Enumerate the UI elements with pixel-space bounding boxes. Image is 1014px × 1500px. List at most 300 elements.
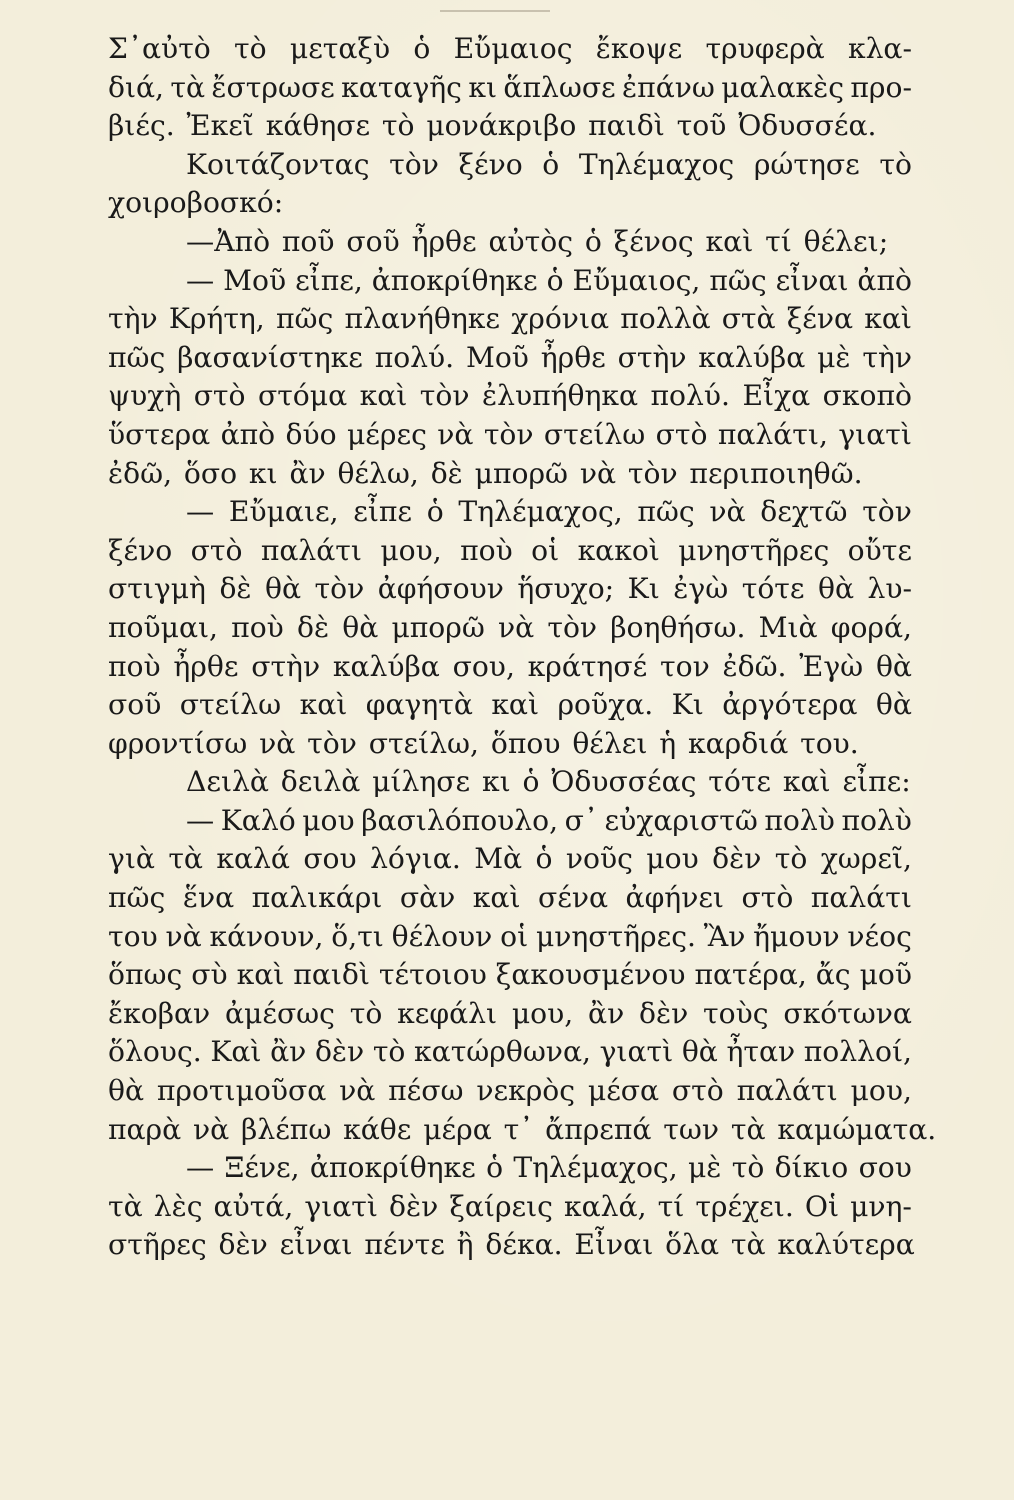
- text-line: [108, 1226, 915, 1265]
- word: ὁ: [426, 495, 444, 529]
- word: πολύ.: [374, 340, 455, 374]
- word: ὅλα: [665, 1228, 719, 1262]
- word: πολὺ: [764, 803, 835, 837]
- word: κι: [468, 70, 498, 104]
- word: παρὰ: [108, 1112, 182, 1146]
- word: αὐτὸς: [488, 224, 573, 258]
- text-line: [108, 763, 912, 802]
- text-line: [108, 146, 912, 185]
- word: τὰ: [730, 1112, 766, 1146]
- word: τί: [765, 224, 792, 258]
- word: Ἐκεῖ: [186, 109, 254, 143]
- word: διά,: [108, 70, 165, 104]
- word: κακοὶ: [577, 533, 660, 567]
- word: Εὔμαιε,: [228, 495, 339, 529]
- text-line: [108, 339, 912, 378]
- word: σου: [303, 842, 357, 876]
- word: θέλουν: [391, 919, 493, 953]
- word: τὸ: [372, 1035, 406, 1069]
- word: κι: [481, 765, 511, 799]
- word: σκότωνα: [783, 996, 912, 1030]
- word: Ἐγὼ: [799, 649, 864, 683]
- word: θὰ: [875, 649, 912, 683]
- word: στὸ: [671, 1074, 724, 1108]
- word: ἐγὼ: [673, 572, 729, 606]
- word: μονάκριβο: [426, 109, 577, 143]
- word: δὲν: [712, 842, 762, 876]
- word: κατώρθωνα,: [414, 1035, 591, 1069]
- text-line: [108, 416, 912, 455]
- word: σένα: [538, 881, 609, 915]
- word: καὶ: [782, 765, 831, 799]
- word: μέρες: [346, 417, 427, 451]
- word: παλάτι,: [717, 417, 828, 451]
- word: παλάτι: [736, 1074, 838, 1108]
- word: τὴν: [862, 340, 912, 374]
- word: —: [186, 495, 215, 529]
- word: καὶ: [359, 379, 408, 413]
- word: τὸ: [234, 32, 267, 65]
- word: τὸν: [547, 610, 598, 644]
- word: εἶπε: [353, 495, 413, 529]
- text-line: [108, 609, 912, 648]
- word: καὶ: [299, 688, 348, 722]
- word: παιδὶ: [588, 109, 665, 143]
- word: τοῦ: [676, 109, 727, 143]
- word: ἀπὸ: [220, 417, 276, 451]
- word: ἀργότερα: [722, 688, 858, 722]
- text-line: [108, 1072, 912, 1111]
- word: οἱ: [531, 533, 560, 567]
- word: δὲ: [430, 456, 463, 490]
- word: πολλὰ: [620, 302, 711, 336]
- word: σοῦ: [108, 688, 162, 722]
- word: ἔστρωσε: [211, 70, 335, 104]
- word: βλέπω: [241, 1112, 332, 1146]
- word: παλάτι: [260, 533, 362, 567]
- word: χρόνια: [511, 302, 610, 336]
- word: στείλω: [543, 417, 646, 451]
- word: εἶναι: [775, 263, 849, 297]
- word: τέτοιου: [378, 958, 487, 992]
- word: Εὔμαιος,: [572, 263, 701, 297]
- word: καὶ: [472, 881, 521, 915]
- word: καλά,: [564, 1189, 647, 1223]
- word: —: [186, 803, 215, 837]
- word: εἶναι: [279, 1228, 353, 1262]
- text-line: [108, 648, 912, 687]
- word: ἀποκρίθηκε: [309, 1151, 476, 1185]
- word: οἱ: [500, 919, 529, 953]
- text-line: [108, 184, 912, 223]
- word: πῶς: [108, 340, 166, 374]
- word: λόγια.: [370, 842, 461, 876]
- word: Κι: [627, 572, 660, 606]
- word: σκοπὸ: [822, 379, 912, 413]
- word: —Ἀπὸ: [186, 224, 271, 258]
- word: Μὰ: [474, 842, 523, 876]
- word: Μοῦ: [223, 263, 287, 297]
- word: μου,: [380, 533, 442, 567]
- word: στὸ: [193, 379, 246, 413]
- word: κλα-: [847, 32, 912, 65]
- word: γιατὶ: [599, 1035, 674, 1069]
- word: ἦταν: [726, 1035, 796, 1069]
- word: μνη-: [850, 1189, 912, 1223]
- word: καμώματα.: [777, 1112, 937, 1146]
- text-line: [108, 532, 912, 571]
- word: ποῦ: [281, 224, 335, 258]
- word: στιγμὴ: [108, 572, 206, 606]
- word: εὐχαριστῶ: [604, 803, 758, 837]
- word: τὰ: [168, 842, 203, 876]
- word: ἅπλωσε: [503, 70, 616, 104]
- word: κάθησε: [265, 109, 371, 143]
- word: ὁ: [522, 765, 540, 799]
- text-line: [108, 725, 912, 764]
- word: θέλει;: [803, 224, 889, 258]
- word: γιατὶ: [838, 417, 912, 451]
- word: ὅπως: [108, 958, 183, 992]
- word: πλανήθηκε: [344, 302, 500, 336]
- word: μνηστῆρες.: [535, 919, 696, 953]
- word: ξένα: [786, 302, 854, 336]
- text-line: [108, 262, 912, 301]
- word: καλά: [216, 842, 290, 876]
- word: νέος: [847, 919, 912, 953]
- word: Ὀδυσσέα.: [738, 109, 877, 143]
- word: πῶς: [108, 881, 166, 915]
- word: δὲ: [296, 610, 330, 644]
- word: του.: [800, 726, 859, 760]
- word: εἶπε,: [295, 263, 363, 297]
- word: Καλό: [220, 803, 296, 837]
- word: ἂν: [270, 1035, 307, 1069]
- word: ὁ: [584, 224, 602, 258]
- word: δὲν: [314, 1035, 365, 1069]
- word: σὰν: [399, 881, 456, 915]
- word: νοῦς: [565, 842, 633, 876]
- word: θὰ: [342, 610, 379, 644]
- word: Κρήτη,: [168, 302, 265, 336]
- word: τὸ: [774, 842, 808, 876]
- word: στὸ: [655, 417, 708, 451]
- word: ἀπὸ: [857, 263, 912, 297]
- word: Κι: [671, 688, 704, 722]
- word: στείλω: [179, 688, 282, 722]
- word: καὶ: [491, 688, 540, 722]
- word: προ-: [850, 70, 912, 104]
- word: κεφάλι: [397, 996, 498, 1030]
- word: μου: [646, 842, 699, 876]
- page-top-edge: [440, 0, 550, 12]
- word: νεκρὸς: [476, 1074, 576, 1108]
- word: Τηλέμαχος,: [458, 495, 623, 529]
- word: σου,: [452, 649, 515, 683]
- word: τὸν: [419, 379, 470, 413]
- word: πῶς: [275, 302, 334, 336]
- word: σὺ: [191, 958, 228, 992]
- word: στόμα: [257, 379, 348, 413]
- word: ροῦχα.: [557, 688, 654, 722]
- word: τότε: [708, 765, 772, 799]
- word: Ξένε,: [224, 1151, 300, 1185]
- word: ψυχὴ: [108, 379, 182, 413]
- word: σ᾽: [564, 803, 598, 837]
- word: πατέρα,: [694, 958, 807, 992]
- word: των: [663, 1112, 720, 1146]
- word: ἀφήνει: [625, 881, 724, 915]
- word: τὴν: [108, 302, 158, 336]
- word: Τηλέμαχος: [578, 147, 735, 181]
- text-line: [108, 570, 912, 609]
- text-line: [108, 223, 912, 262]
- word: τότε: [741, 572, 805, 606]
- word: τὸ: [879, 147, 912, 181]
- word: στείλω,: [368, 726, 480, 760]
- text-line: [108, 377, 912, 416]
- word: μου,: [850, 1074, 912, 1108]
- text-line: [108, 69, 912, 108]
- text-line: [108, 995, 912, 1034]
- word: ποὺ: [231, 610, 284, 644]
- word: νὰ: [193, 1112, 230, 1146]
- word: Καὶ: [210, 1035, 262, 1069]
- word: μίλησε: [372, 765, 471, 799]
- word: καλύβα: [698, 340, 806, 374]
- word: ἐδῶ.: [722, 649, 787, 683]
- text-line: [108, 879, 912, 918]
- text-line: [108, 107, 912, 146]
- word: λυ-: [867, 572, 912, 606]
- word: δεχτῶ: [760, 495, 848, 529]
- word: παιδὶ: [293, 958, 370, 992]
- word: πέντε: [364, 1228, 445, 1262]
- text-line: [108, 1149, 912, 1188]
- word: ἐδῶ,: [108, 456, 173, 490]
- word: τὸν: [389, 147, 439, 181]
- body-text: [108, 30, 937, 1265]
- word: παλικάρι: [251, 881, 383, 915]
- word: τὸν: [314, 572, 365, 606]
- word: δὲν: [389, 1189, 439, 1223]
- word: μαλακὲς: [721, 70, 845, 104]
- word: τὸ: [731, 1151, 765, 1185]
- word: γιατὶ: [304, 1189, 378, 1223]
- word: θέλω,: [337, 456, 419, 490]
- word: παλάτι: [810, 881, 912, 915]
- word: θέλει: [572, 726, 648, 760]
- word: τὸν: [627, 456, 678, 490]
- word: ποὺ: [460, 533, 513, 567]
- word: οὔτε: [847, 533, 912, 567]
- word: μοῦ: [859, 958, 912, 992]
- word: Μιὰ: [758, 610, 818, 644]
- word: μὲ: [687, 1151, 722, 1185]
- word: ἤμουν: [753, 919, 840, 953]
- word: ὅ,τι: [331, 919, 384, 953]
- word: μπορῶ: [474, 456, 569, 490]
- word: ἂν: [289, 456, 326, 490]
- word: ὕστερα: [108, 417, 211, 451]
- word: μεταξὺ: [289, 32, 391, 65]
- word: φαγητὰ: [365, 688, 473, 722]
- word: τρέχει.: [695, 1189, 794, 1223]
- word: τὰ: [170, 70, 206, 104]
- word: θὰ: [681, 1035, 718, 1069]
- word: στὴν: [617, 340, 687, 374]
- word: ἔκοβαν: [108, 996, 211, 1030]
- word: νὰ: [437, 417, 474, 451]
- word: ἄπρεπά: [545, 1112, 652, 1146]
- word: ἀποκρίθηκε: [371, 263, 538, 297]
- word: καὶ: [864, 302, 912, 336]
- word: σοῦ: [346, 224, 400, 258]
- word: καὶ: [705, 224, 754, 258]
- word: ἐπάνω: [622, 70, 715, 104]
- word: Σ᾽αὐτὸ: [108, 32, 211, 65]
- word: Εἶχα: [742, 379, 811, 413]
- word: μέσα: [587, 1074, 660, 1108]
- word: κάθε: [343, 1112, 412, 1146]
- word: ὅπου: [490, 726, 561, 760]
- word: βοηθήσω.: [610, 610, 746, 644]
- text-line: [108, 300, 912, 339]
- text-line: [108, 455, 912, 494]
- word: Οἱ: [804, 1189, 840, 1223]
- word: στὸ: [741, 881, 794, 915]
- word: ἂν: [588, 996, 625, 1030]
- word: Εὔμαιος: [453, 32, 573, 65]
- word: ξένο: [108, 533, 173, 567]
- word: κι: [248, 456, 278, 490]
- word: μνηστῆρες: [678, 533, 830, 567]
- word: νὰ: [709, 495, 746, 529]
- word: τὸν: [483, 417, 534, 451]
- word: νὰ: [579, 456, 617, 490]
- word: πολὺ: [841, 803, 912, 837]
- word: τὰ: [108, 1189, 143, 1223]
- word: ἦρθε: [411, 224, 477, 258]
- word: δειλὰ: [280, 765, 361, 799]
- word: τὸν: [862, 495, 912, 529]
- word: καλύτερα: [777, 1228, 915, 1262]
- word: προτιμοῦσα: [156, 1074, 327, 1108]
- word: κάνουν,: [209, 919, 324, 953]
- word: τὰ: [730, 1228, 766, 1262]
- word: μου: [302, 803, 355, 837]
- word: λὲς: [153, 1189, 203, 1223]
- word: δίκιο: [774, 1151, 849, 1185]
- word: δέκα.: [485, 1228, 563, 1262]
- word: Ἂν: [703, 919, 746, 953]
- word: —: [186, 263, 215, 297]
- word: πολλοί,: [803, 1035, 912, 1069]
- word: μπορῶ: [391, 610, 485, 644]
- word: ἀμέσως: [224, 996, 335, 1030]
- word: τ᾽: [503, 1112, 534, 1146]
- word: Ὀδυσσέας: [551, 765, 697, 799]
- word: Τηλέμαχος,: [513, 1151, 678, 1185]
- word: στὴν: [251, 649, 321, 683]
- word: Δειλὰ: [186, 765, 269, 799]
- text-line: [108, 840, 912, 879]
- word: νὰ: [339, 1074, 376, 1108]
- word: δὲν: [639, 996, 689, 1030]
- word: ὁ: [542, 147, 560, 181]
- word: του: [108, 919, 158, 953]
- word: μὲ: [817, 340, 851, 374]
- word: τρυφερὰ: [705, 32, 825, 65]
- word: εἶπε:: [842, 765, 911, 799]
- text-line: [108, 1033, 912, 1072]
- word: θὰ: [265, 572, 302, 606]
- word: ὁ: [546, 263, 564, 297]
- word: Εἶναι: [574, 1228, 654, 1262]
- word: πέσω: [388, 1074, 464, 1108]
- word: νὰ: [259, 726, 296, 760]
- text-line: [108, 1188, 912, 1227]
- word: βιές.: [108, 109, 175, 143]
- word: ποῦμαι,: [108, 610, 218, 644]
- word: ὁ: [535, 842, 553, 876]
- word: βασιλόπουλο,: [361, 803, 559, 837]
- word: ἕνα: [182, 881, 235, 915]
- text-line: [108, 956, 912, 995]
- word: ἦρθε: [173, 649, 239, 683]
- word: ρώτησε: [753, 147, 860, 181]
- word: τὸ: [349, 996, 383, 1030]
- word: ξένο: [458, 147, 523, 181]
- word: ἐλυπήθηκα: [481, 379, 639, 413]
- word: χοιροβοσκό:: [108, 186, 284, 220]
- word: σου: [858, 1151, 912, 1185]
- word: ξαίρεις: [449, 1189, 553, 1223]
- text-line: [108, 493, 912, 532]
- word: νὰ: [498, 610, 535, 644]
- word: πολύ.: [650, 379, 730, 413]
- word: Κοιτάζοντας: [186, 147, 370, 181]
- word: δὲ: [219, 572, 252, 606]
- word: τὸν: [307, 726, 357, 760]
- word: στῆρες: [108, 1228, 207, 1262]
- word: ὅλους.: [108, 1035, 202, 1069]
- word: μου,: [511, 996, 574, 1030]
- word: ποὺ: [108, 649, 161, 683]
- word: τὸ: [381, 109, 415, 143]
- word: θὰ: [108, 1074, 145, 1108]
- word: περιποιηθῶ.: [689, 456, 863, 490]
- text-line: [108, 918, 912, 957]
- word: ἥσυχο;: [517, 572, 615, 606]
- word: Μοῦ: [465, 340, 529, 374]
- text-line: [108, 802, 912, 841]
- text-line: [108, 686, 912, 725]
- word: —: [186, 1151, 215, 1185]
- word: ἦρθε: [540, 340, 606, 374]
- word: στὸ: [190, 533, 243, 567]
- word: ξένος: [613, 224, 694, 258]
- word: δύο: [285, 417, 337, 451]
- word: ὁ: [486, 1151, 504, 1185]
- word: αὐτά,: [213, 1189, 294, 1223]
- word: πῶς: [637, 495, 695, 529]
- word: ἢ: [456, 1228, 474, 1262]
- word: ἡ: [659, 726, 677, 760]
- word: τον: [660, 649, 710, 683]
- word: βασανίστηκε: [177, 340, 363, 374]
- word: καλύβα: [332, 649, 440, 683]
